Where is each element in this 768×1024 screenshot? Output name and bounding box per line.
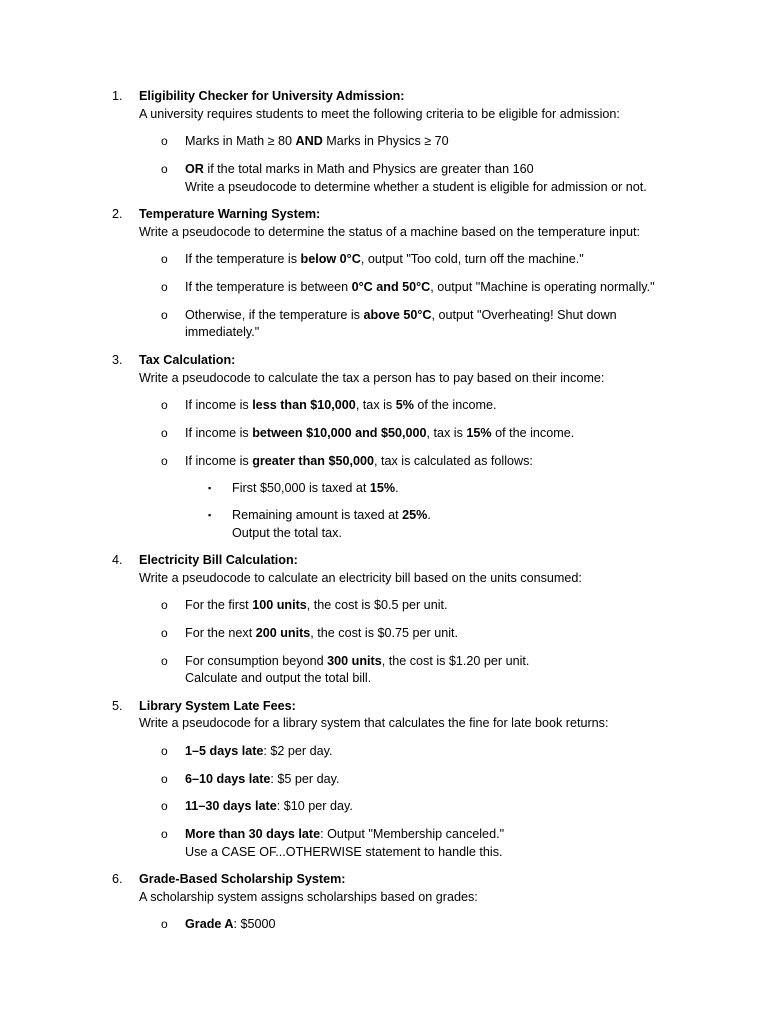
bold-text: above 50°C xyxy=(363,308,432,322)
text-segment: of the income. xyxy=(413,398,497,412)
bold-text: AND xyxy=(295,134,323,148)
question-title: Grade-Based Scholarship System: xyxy=(139,872,346,886)
list-item xyxy=(185,160,534,178)
list-item xyxy=(185,132,449,150)
bold-text: greater than $50,000 xyxy=(252,454,374,468)
text-segment: Remaining amount is taxed at xyxy=(232,508,403,522)
text-segment: . xyxy=(427,508,431,522)
bullet-marker: o xyxy=(161,799,168,813)
bullet-marker: o xyxy=(161,598,168,612)
list-item xyxy=(185,742,333,760)
text-segment: Otherwise, if the temperature is xyxy=(185,308,364,322)
bold-text: More than 30 days late xyxy=(185,827,321,841)
text-segment: For the next xyxy=(185,626,256,640)
bold-text: 5% xyxy=(395,398,414,412)
text-segment: , output "Machine is operating normally." xyxy=(430,280,655,294)
text-segment: If income is xyxy=(185,426,253,440)
question-title: Eligibility Checker for University Admission: xyxy=(139,89,405,103)
question-title: Tax Calculation: xyxy=(139,353,236,367)
text-segment: , output "Overheating! Shut down xyxy=(431,308,617,322)
text-segment: , the cost is $0.75 per unit. xyxy=(310,626,459,640)
text-segment: if the total marks in Math and Physics are greater than 160 xyxy=(203,162,534,176)
list-item-continuation: Use a CASE OF...OTHERWISE statement to handle this. xyxy=(185,845,503,859)
list-item xyxy=(185,915,276,933)
text-segment: , the cost is $1.20 per unit. xyxy=(381,654,530,668)
text-segment: If income is xyxy=(185,454,253,468)
bold-text: 11–30 days late xyxy=(185,799,277,813)
text-segment: : $5 per day. xyxy=(270,772,340,786)
question-intro: Write a pseudocode to calculate the tax a person has to pay based on their income: xyxy=(139,371,605,385)
square-bullet-marker: ▪ xyxy=(208,483,212,493)
bold-text: OR xyxy=(185,162,204,176)
square-bullet-marker: ▪ xyxy=(208,510,212,520)
bold-text: below 0°C xyxy=(300,252,361,266)
bullet-marker: o xyxy=(161,626,168,640)
text-segment: , the cost is $0.5 per unit. xyxy=(306,598,448,612)
question-number: 6. xyxy=(112,872,123,886)
text-segment: For consumption beyond xyxy=(185,654,328,668)
bullet-marker: o xyxy=(161,827,168,841)
bold-text: between $10,000 and $50,000 xyxy=(252,426,427,440)
bullet-marker: o xyxy=(161,654,168,668)
bold-text: 0°C and 50°C xyxy=(351,280,431,294)
bold-text: 300 units xyxy=(327,654,382,668)
bullet-marker: o xyxy=(161,252,168,266)
list-item-continuation: immediately." xyxy=(185,325,260,339)
list-item xyxy=(185,278,655,296)
sub-list-item-continuation: Output the total tax. xyxy=(232,526,342,540)
text-segment: If the temperature is between xyxy=(185,280,352,294)
bullet-marker: o xyxy=(161,280,168,294)
text-segment: : $5000 xyxy=(233,917,276,931)
bold-text: less than $10,000 xyxy=(252,398,356,412)
text-segment: , output "Too cold, turn off the machine." xyxy=(360,252,584,266)
text-segment: First $50,000 is taxed at xyxy=(232,481,370,495)
question-intro: A scholarship system assigns scholarships based on grades: xyxy=(139,890,478,904)
list-item xyxy=(185,770,340,788)
bold-text: 200 units xyxy=(255,626,311,640)
question-number: 4. xyxy=(112,553,123,567)
question-number: 3. xyxy=(112,353,123,367)
bullet-marker: o xyxy=(161,162,168,176)
bullet-marker: o xyxy=(161,134,168,148)
bold-text: 6–10 days late xyxy=(185,772,271,786)
question-number: 5. xyxy=(112,699,123,713)
question-title: Electricity Bill Calculation: xyxy=(139,553,298,567)
question-title: Library System Late Fees: xyxy=(139,699,296,713)
bold-text: 100 units xyxy=(252,598,307,612)
list-item xyxy=(185,250,584,268)
text-segment: If the temperature is xyxy=(185,252,301,266)
text-segment: For the first xyxy=(185,598,253,612)
bold-text: Grade A xyxy=(185,917,234,931)
question-intro: Write a pseudocode to determine the status of a machine based on the temperature input: xyxy=(139,225,641,239)
list-item xyxy=(185,452,533,470)
bullet-marker: o xyxy=(161,398,168,412)
text-segment: : $10 per day. xyxy=(276,799,353,813)
text-segment: : Output "Membership canceled." xyxy=(320,827,505,841)
text-segment: . xyxy=(395,481,399,495)
question-title: Temperature Warning System: xyxy=(139,207,321,221)
sub-list-item xyxy=(232,506,431,524)
list-item xyxy=(185,396,497,414)
question-intro: Write a pseudocode to calculate an electricity bill based on the units consumed: xyxy=(139,571,582,585)
text-segment: Marks in Physics ≥ 70 xyxy=(322,134,449,148)
bullet-marker: o xyxy=(161,454,168,468)
text-segment: of the income. xyxy=(491,426,575,440)
bullet-marker: o xyxy=(161,308,168,322)
text-segment: Marks in Math ≥ 80 xyxy=(185,134,296,148)
bold-text: 25% xyxy=(402,508,428,522)
list-item xyxy=(185,825,504,843)
question-intro: Write a pseudocode for a library system that calculates the fine for late book returns: xyxy=(139,716,609,730)
list-item xyxy=(185,596,448,614)
list-item xyxy=(185,624,458,642)
list-item xyxy=(185,306,617,324)
list-item-continuation: Write a pseudocode to determine whether a student is eligible for admission or not. xyxy=(185,180,647,194)
list-item xyxy=(185,797,353,815)
question-intro: A university requires students to meet the following criteria to be eligible for admission: xyxy=(139,107,620,121)
bold-text: 15% xyxy=(466,426,492,440)
bullet-marker: o xyxy=(161,426,168,440)
bullet-marker: o xyxy=(161,917,168,931)
bold-text: 15% xyxy=(369,481,396,495)
text-segment: , tax is xyxy=(355,398,396,412)
sub-list-item xyxy=(232,479,399,497)
text-segment: , tax is calculated as follows: xyxy=(374,454,533,468)
text-segment: , tax is xyxy=(426,426,467,440)
bold-text: 1–5 days late xyxy=(185,744,264,758)
bullet-marker: o xyxy=(161,772,168,786)
text-segment: : $2 per day. xyxy=(263,744,333,758)
list-item xyxy=(185,652,529,670)
question-number: 2. xyxy=(112,207,123,221)
list-item-continuation: Calculate and output the total bill. xyxy=(185,671,372,685)
list-item xyxy=(185,424,574,442)
bullet-marker: o xyxy=(161,744,168,758)
text-segment: If income is xyxy=(185,398,253,412)
question-number: 1. xyxy=(112,89,123,103)
